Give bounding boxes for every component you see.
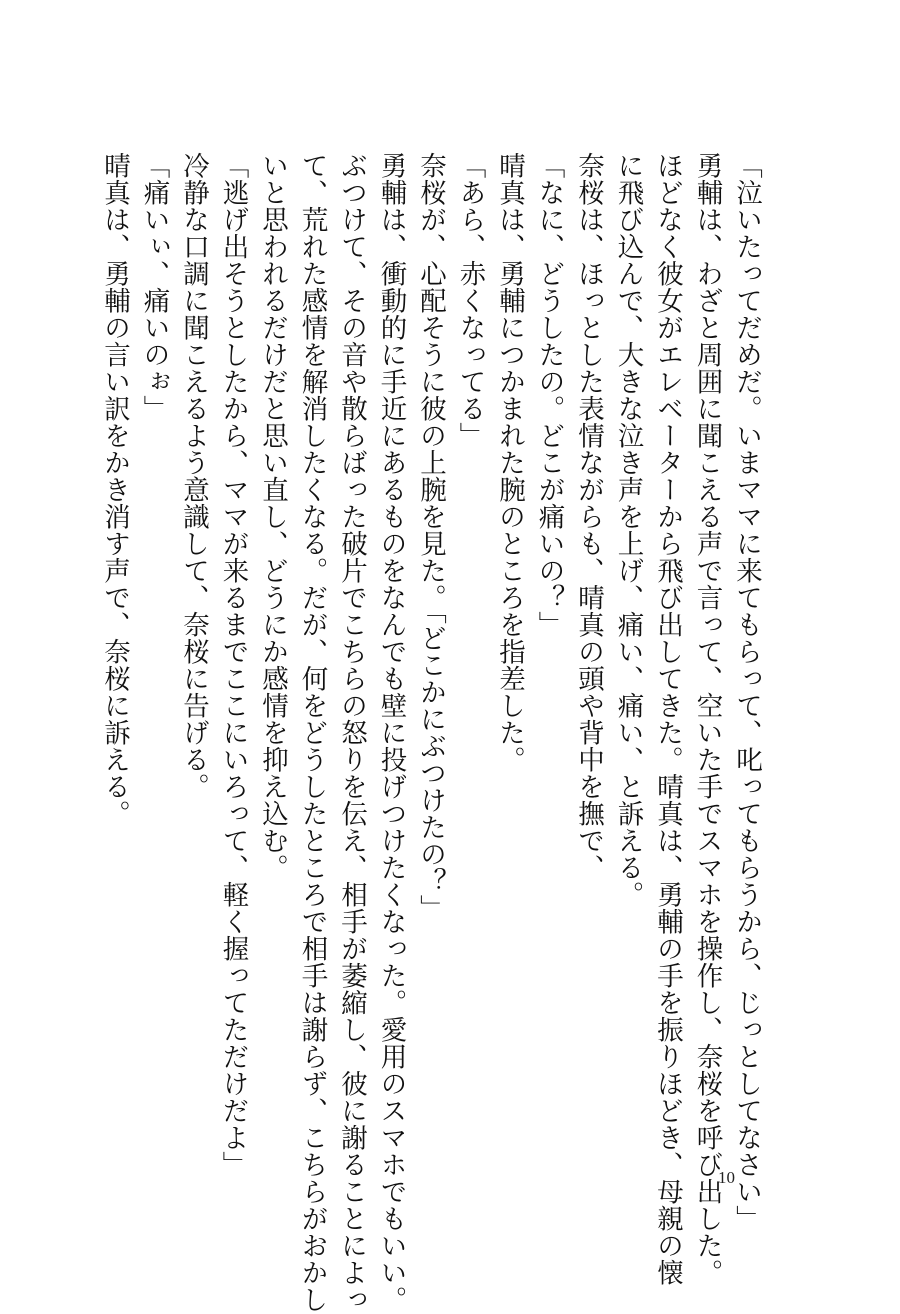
text-line: 奈桜は、ほっとした表情ながらも、晴真の頭や背中を撫で、 xyxy=(573,152,604,881)
text-line: 「痛いぃ、痛いのぉ」 xyxy=(138,152,170,422)
text-line: 「なに、どうしたの。どこが痛いの？」 xyxy=(533,152,565,638)
text-line: 「泣いたってだめだ。いまママに来てもらって、叱ってもらうから、じっとしてなさい」 xyxy=(731,152,762,1232)
text-line: 冷静な口調に聞こえるよう意識して、奈桜に告げる。 xyxy=(178,152,209,800)
text-line: いと思われるだけだと思い直し、どうにか感情を抑え込む。 xyxy=(257,152,288,881)
text-line: 晴真は、勇輔につかまれた腕のところを指差した。 xyxy=(494,152,525,773)
text-line: 奈桜が、心配そうに彼の上腕を見た。「どこかにぶつけたの？」 xyxy=(415,152,446,922)
text-line: 「あら、赤くなってる」 xyxy=(454,152,486,449)
text-line: ほどなく彼女がエレベーターから飛び出してきた。晴真は、勇輔の手を振りほどき、母親の懐 xyxy=(652,152,683,1286)
text-line: 勇輔は、わざと周囲に聞こえる声で言って、空いた手でスマホを操作し、奈桜を呼び出した。 xyxy=(691,152,723,1286)
text-line: 「逃げ出そうとしたから、ママが来るまでここにいろって、軽く握ってただけだよ」 xyxy=(217,152,249,1178)
text-line: 勇輔は、衝動的に手近にあるものをなんでも壁に投げつけたくなった。愛用のスマホでもいい。 xyxy=(375,152,407,1313)
page-number: 10 xyxy=(718,1168,735,1187)
text-line: に飛び込んで、大きな泣き声を上げ、痛い、痛い、と訴える。 xyxy=(612,152,644,908)
text-line: ぶつけて、その音や散らばった破片でこちらの怒りを伝え、相手が萎縮し、彼に謝ることによっ xyxy=(336,152,367,1313)
text-line: て、荒れた感情を解消したくなる。だが、何をどうしたところで相手は謝らず、こちらがおかし xyxy=(296,152,328,1313)
text-line: 晴真は、勇輔の言い訳をかき消す声で、奈桜に訴える。 xyxy=(99,152,130,827)
